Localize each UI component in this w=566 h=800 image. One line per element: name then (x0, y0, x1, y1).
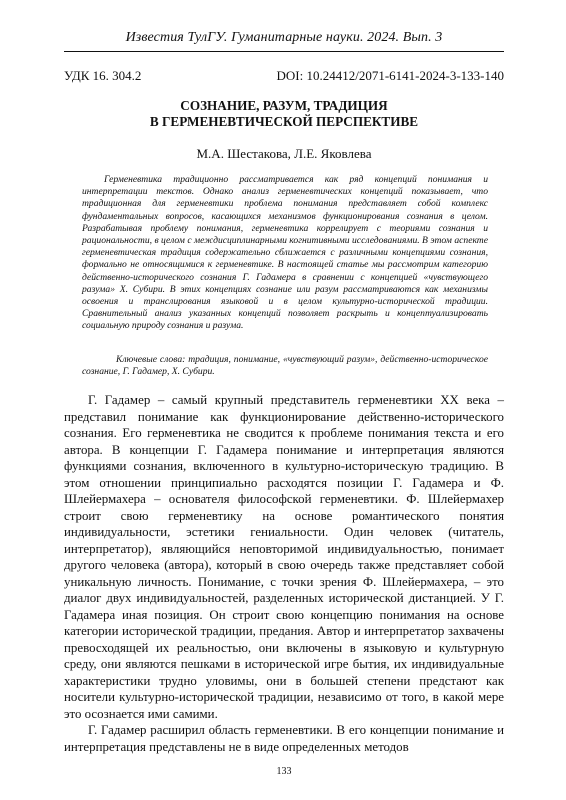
article-keywords: Ключевые слова: традиция, понимание, «чувствующий разум», действенно-историческое сознание, Г. Гадамер, Х. Субири. (82, 354, 488, 378)
page-number: 133 (276, 766, 292, 777)
journal-running-header: Известия ТулГУ. Гуманитарные науки. 2024. Вып. 3 (125, 30, 443, 45)
article-authors: М.А. Шестакова, Л.Е. Яковлева (196, 146, 372, 161)
article-title (64, 98, 504, 130)
article-title-line-1: СОЗНАНИЕ, РАЗУМ, ТРАДИЦИЯ (180, 98, 388, 113)
doi-identifier: DOI: 10.24412/2071-6141-2024-3-133-140 (276, 68, 504, 83)
body-paragraph-1: Г. Гадамер – самый крупный представитель герменевтики XX века – представил понимание как функционирование действенно-исторического сознания. Его герменевтика не сводится к проблеме понимания текста и его автора. В концепции Г. Гадамера понимание и интерпретация являются функциями сознания, включенного в культурно-историческую традицию. В этом отношении принципиально расходятся позиции Г. Гадамера и Ф. Шлейермахера – основателя философской герменевтики. Ф. Шлейермахер строит свою герменевтику на основе романтического понятия индивидуальности, эстетики гениальности. Один человек (читатель, интерпретатор), являющийся неповторимой индивидуальностью, понимает другого человека (автора), который в свою очередь также представляет собой уникальную личность. Понимание, с точки зрения Ф. Шлейермахера, – это диалог двух индивидуальностей, разделенных исторической дистанцией. У Г. Гадамера иная позиция. Он строит свою концепцию понимания на основе категории исторической традиции, предания. Автор и интерпретатор захвачены превосходящей их реальностью, они включены в языковую и культурную среду, они являются пешками в исторической игре бытия, их индивидуальные характеристики трудно уловимы, они в большей степени предстают как носители культурно-исторической традиции, независимо от того, в какой мере это осознается ими самими. (64, 393, 504, 721)
body-paragraph-2: Г. Гадамер расширил область герменевтики. В его концепции понимание и интерпретация представлены не в виде определенных методов (64, 723, 504, 754)
article-body (64, 392, 504, 755)
article-title-line-2: В ГЕРМЕНЕВТИЧЕСКОЙ ПЕРСПЕКТИВЕ (149, 114, 419, 129)
udk-code: УДК 16. 304.2 (64, 68, 142, 83)
article-abstract: Герменевтика традиционно рассматривается как ряд концепций понимания и интерпретации текстов. Однако анализ герменевтических концепций показывает, что традиционная для герменевтики проблема понимания представляет собой комплекс фундаментальных вопросов, касающихся механизмов функционирования сознания в целом. Разрабатывая проблему понимания, герменевтика коррелирует с теориями сознания и рациональности, в целом с междисциплинарными когнитивными исследованиями. В этом аспекте герменевтическая традиция содержательно сближается с различными концепциями сознания, формально не относящимися к герменевтике. В настоящей статье мы рассмотрим категорию действенно-исторического сознания Г. Гадамера в сравнении с концепцией «чувствующего разума» Х. Субири. В этих концепциях сознание или разум рассматриваются как механизмы освоения и транслирования языковой и в целом культурно-исторической традиции. Сравнительный анализ указанных концепций позволяет раскрыть и концептуализировать социальную природу сознания и разума. (82, 174, 488, 332)
article-meta-line (64, 68, 504, 84)
header-divider (64, 51, 504, 52)
